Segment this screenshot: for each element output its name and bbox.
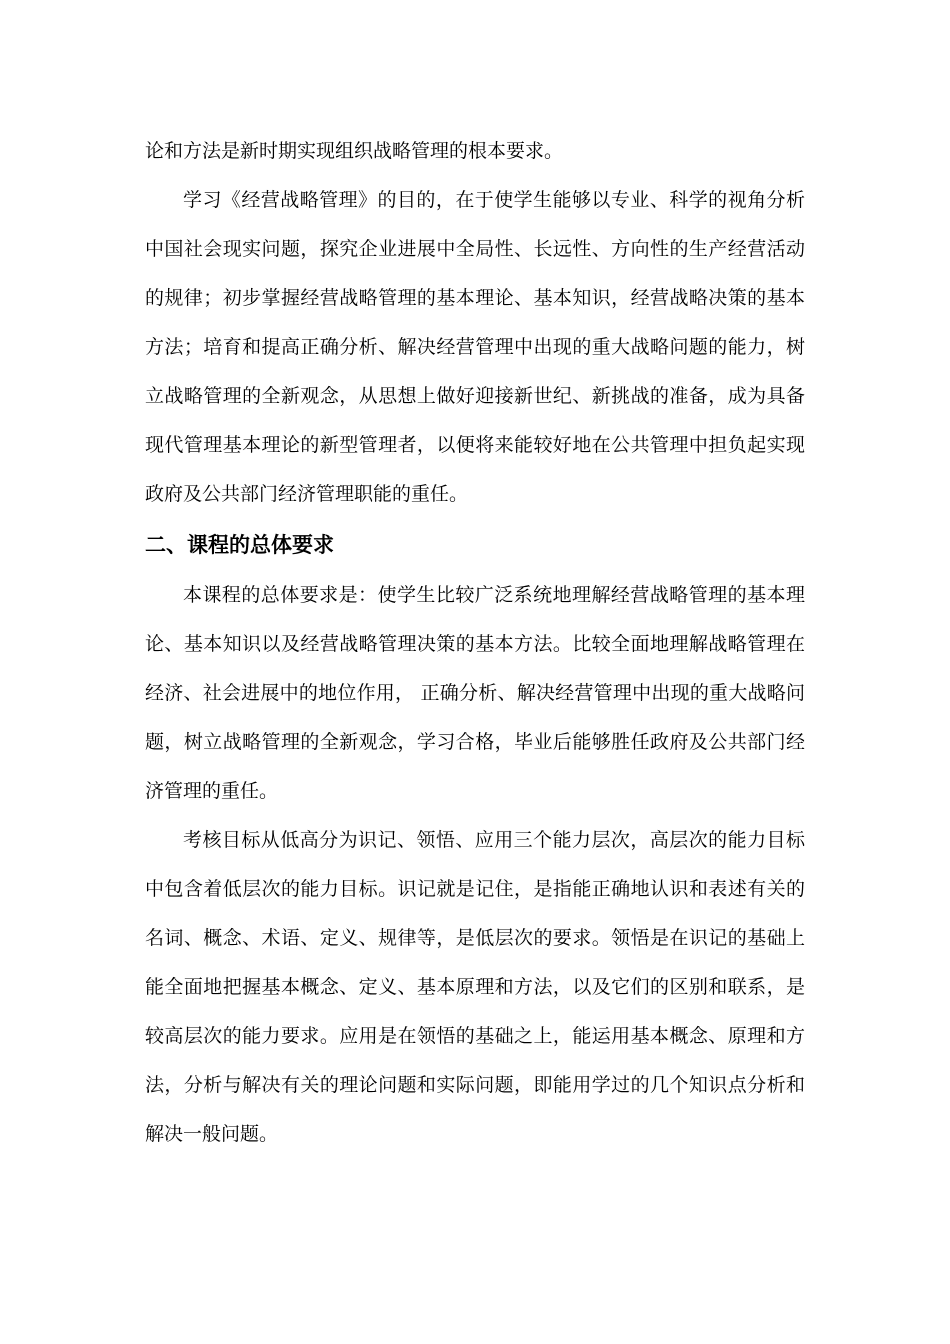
paragraph-assessment-objectives: 考核目标从低高分为识记、领悟、应用三个能力层次，高层次的能力目标中包含着低层次的能力目标。识记就是记住，是指能正确地认识和表述有关的名词、概念、术语、定义、规律等，是低层次的要求。领悟是在识记的基础上能全面地把握基本概念、定义、基本原理和方法，以及它们的区别和联系，是较高层次的能力要求。应用是在领悟的基础之上，能运用基本概念、原理和方法，分析与解决有关的理论问题和实际问题，即能用学过的几个知识点分析和解决一般问题。 — [145, 829, 805, 1145]
document-body — [145, 127, 805, 1159]
paragraph-overall-requirements: 本课程的总体要求是：使学生比较广泛系统地理解经营战略管理的基本理论、基本知识以及经营战略管理决策的基本方法。比较全面地理解战略管理在经济、社会进展中的地位作用， 正确分析、解决经营管理中出现的重大战略问题，树立战略管理的全新观念，学习合格，毕业后能够胜任政府及公共部门经济管理的重任。 — [145, 584, 805, 802]
paragraph-continuation: 论和方法是新时期实现组织战略管理的根本要求。 — [145, 140, 564, 162]
paragraph-purpose: 学习《经营战略管理》的目的，在于使学生能够以专业、科学的视角分析中国社会现实问题，探究企业进展中全局性、长远性、方向性的生产经营活动的规律；初步掌握经营战略管理的基本理论、基本知识，经营战略决策的基本方法；培育和提高正确分析、解决经营管理中出现的重大战略问题的能力，树立战略管理的全新观念，从思想上做好迎接新世纪、新挑战的准备，成为具备现代管理基本理论的新型管理者，以便将来能较好地在公共管理中担负起实现政府及公共部门经济管理职能的重任。 — [145, 189, 805, 505]
section-heading: 二、课程的总体要求 — [145, 533, 334, 557]
